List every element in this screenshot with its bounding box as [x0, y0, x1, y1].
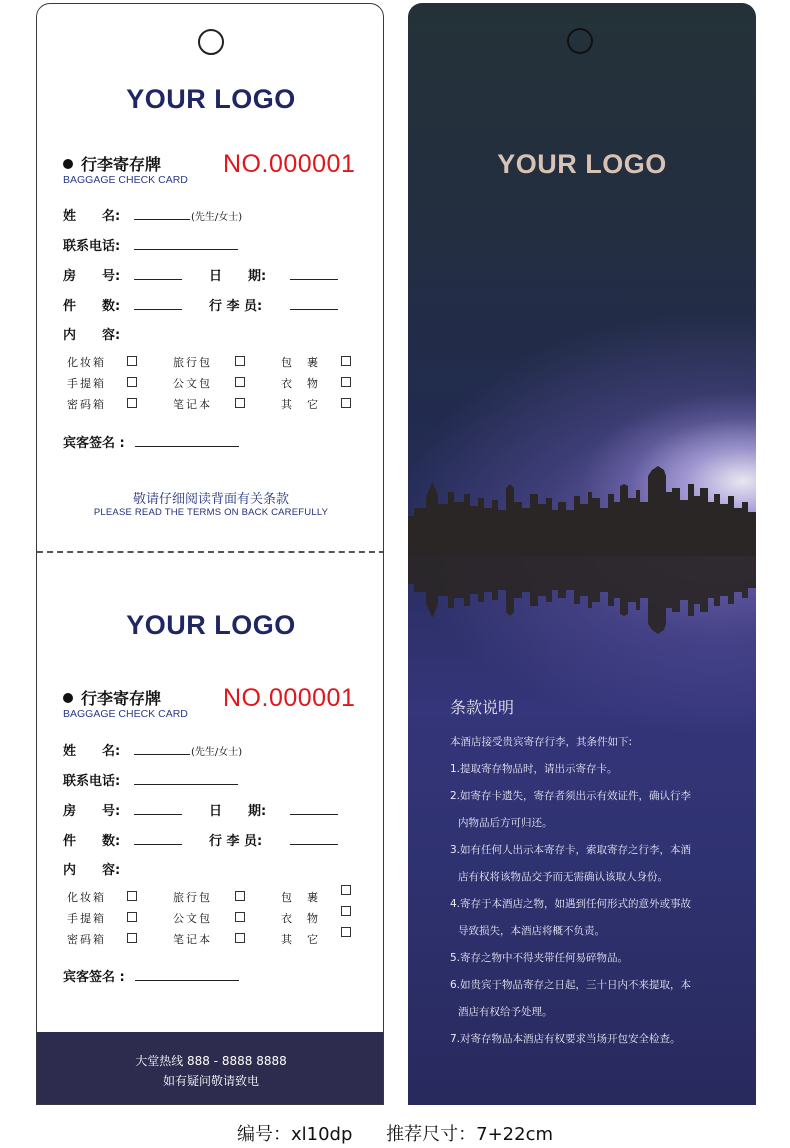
item-notebook: 笔记本	[173, 933, 212, 946]
phone-label: 联系电话:	[63, 774, 121, 789]
hotline-note: 如有疑问敬请致电	[162, 1074, 259, 1088]
product-caption	[0, 1120, 790, 1146]
item-clothes: 衣 物	[281, 377, 320, 390]
item-parcel: 包 裹	[281, 356, 320, 369]
item-cosmetic-case: 化妆箱	[67, 891, 106, 904]
name-suffix: (先生/女士)	[191, 212, 243, 223]
checkbox-travel-bag[interactable]	[235, 356, 245, 366]
item-combination-case: 密码箱	[67, 933, 106, 946]
checkbox-parcel[interactable]	[341, 356, 351, 366]
date-line[interactable]	[290, 814, 338, 815]
terms-line: 酒店有权给予处理。	[458, 1006, 553, 1018]
notice-cn: 敬请仔细阅读背面有关条款	[132, 492, 289, 507]
checkbox-handcase[interactable]	[127, 912, 137, 922]
signature-label: 宾客签名 :	[63, 970, 125, 985]
room-line[interactable]	[134, 814, 182, 815]
signature-line[interactable]	[135, 446, 239, 447]
title-en: BAGGAGE CHECK CARD	[63, 174, 188, 186]
terms-line: 本酒店接受贵宾寄存行李，其条件如下:	[450, 736, 633, 748]
serial-number-bottom: NO.000001	[223, 684, 356, 712]
name-line[interactable]	[134, 219, 190, 220]
checkbox-clothes[interactable]	[341, 906, 351, 916]
terms-line: 6.如贵宾于物品寄存之日起，三十日内不来提取，本	[450, 979, 692, 991]
logo-top: YOUR LOGO	[126, 84, 296, 114]
checkbox-notebook[interactable]	[235, 933, 245, 943]
contents-label: 内 容:	[63, 863, 121, 878]
terms-line: 3.如有任何人出示本寄存卡，索取寄存之行李，本酒	[450, 844, 692, 856]
signature-line[interactable]	[135, 980, 239, 981]
terms-line: 2.如寄存卡遗失，寄存者须出示有效证件，确认行李	[450, 790, 692, 802]
city-skyline-image	[408, 458, 756, 648]
terms-line: 5.寄存之物中不得夹带任何易碎物品。	[450, 952, 629, 964]
terms-line: 内物品后方可归还。	[458, 817, 553, 829]
title-cn: 行李寄存牌	[81, 155, 162, 174]
bullet-icon	[63, 159, 73, 169]
checkbox-cosmetic-case[interactable]	[127, 891, 137, 901]
checkbox-cosmetic-case[interactable]	[127, 356, 137, 366]
signature-label: 宾客签名 :	[63, 436, 125, 451]
name-label: 姓 名:	[63, 744, 121, 759]
room-label: 房 号:	[63, 269, 121, 284]
item-combination-case: 密码箱	[67, 398, 106, 411]
checkbox-parcel[interactable]	[341, 885, 351, 895]
title-en: BAGGAGE CHECK CARD	[63, 708, 188, 720]
pieces-line[interactable]	[134, 844, 182, 845]
checkbox-combination-case[interactable]	[127, 398, 137, 408]
hotline-text: 大堂热线 888 - 8888 8888	[135, 1054, 287, 1068]
phone-line[interactable]	[134, 249, 238, 250]
pieces-label: 件 数:	[63, 834, 121, 849]
room-line[interactable]	[134, 279, 182, 280]
terms-line: 店有权将该物品交予而无需确认该取人身份。	[458, 871, 668, 883]
checkbox-travel-bag[interactable]	[235, 891, 245, 901]
item-other: 其 它	[281, 933, 320, 946]
item-handcase: 手提箱	[67, 912, 106, 925]
terms-line: 4.寄存于本酒店之物，如遇到任何形式的意外或事故	[450, 898, 692, 910]
terms-line: 导致损失，本酒店将概不负责。	[458, 925, 605, 937]
porter-line[interactable]	[290, 844, 338, 845]
hotline-footer	[37, 1032, 384, 1105]
back-logo: YOUR LOGO	[497, 149, 667, 179]
item-handcase: 手提箱	[67, 377, 106, 390]
checkbox-clothes[interactable]	[341, 377, 351, 387]
hang-hole-icon	[198, 29, 224, 55]
pieces-line[interactable]	[134, 309, 182, 310]
terms-line: 7.对寄存物品本酒店有权要求当场开包安全检查。	[450, 1033, 681, 1045]
date-label: 日 期:	[209, 804, 267, 819]
item-travel-bag: 旅行包	[173, 891, 212, 904]
hang-hole-icon	[567, 28, 593, 54]
item-briefcase: 公文包	[173, 912, 212, 925]
back-tag	[408, 3, 756, 1105]
date-label: 日 期:	[209, 269, 267, 284]
checkbox-notebook[interactable]	[235, 398, 245, 408]
serial-number-top: NO.000001	[223, 150, 356, 178]
checkbox-other[interactable]	[341, 927, 351, 937]
item-parcel: 包 裹	[281, 891, 320, 904]
terms-title: 条款说明	[450, 698, 515, 717]
terms-line: 1.提取寄存物品时，请出示寄存卡。	[450, 763, 618, 775]
item-other: 其 它	[281, 398, 320, 411]
checkbox-briefcase[interactable]	[235, 377, 245, 387]
checkbox-other[interactable]	[341, 398, 351, 408]
front-tag	[36, 3, 384, 1105]
product-code: 编号：xl10dp	[236, 1124, 353, 1145]
date-line[interactable]	[290, 279, 338, 280]
pieces-label: 件 数:	[63, 299, 121, 314]
porter-label: 行 李 员:	[209, 299, 263, 314]
item-cosmetic-case: 化妆箱	[67, 356, 106, 369]
contents-label: 内 容:	[63, 328, 121, 343]
porter-label: 行 李 员:	[209, 834, 263, 849]
name-suffix: (先生/女士)	[191, 747, 243, 758]
notice-en: PLEASE READ THE TERMS ON BACK CAREFULLY	[93, 507, 329, 518]
item-clothes: 衣 物	[281, 912, 320, 925]
porter-line[interactable]	[290, 309, 338, 310]
perforation-line[interactable]	[37, 551, 384, 553]
checkbox-briefcase[interactable]	[235, 912, 245, 922]
recommended-size: 推荐尺寸：7+22cm	[386, 1124, 554, 1145]
phone-label: 联系电话:	[63, 239, 121, 254]
checkbox-combination-case[interactable]	[127, 933, 137, 943]
room-label: 房 号:	[63, 804, 121, 819]
checkbox-handcase[interactable]	[127, 377, 137, 387]
logo-bottom: YOUR LOGO	[126, 610, 296, 640]
item-travel-bag: 旅行包	[173, 356, 212, 369]
name-line[interactable]	[134, 754, 190, 755]
item-briefcase: 公文包	[173, 377, 212, 390]
title-cn: 行李寄存牌	[81, 689, 162, 708]
phone-line[interactable]	[134, 784, 238, 785]
name-label: 姓 名:	[63, 209, 121, 224]
bullet-icon	[63, 693, 73, 703]
item-notebook: 笔记本	[173, 398, 212, 411]
